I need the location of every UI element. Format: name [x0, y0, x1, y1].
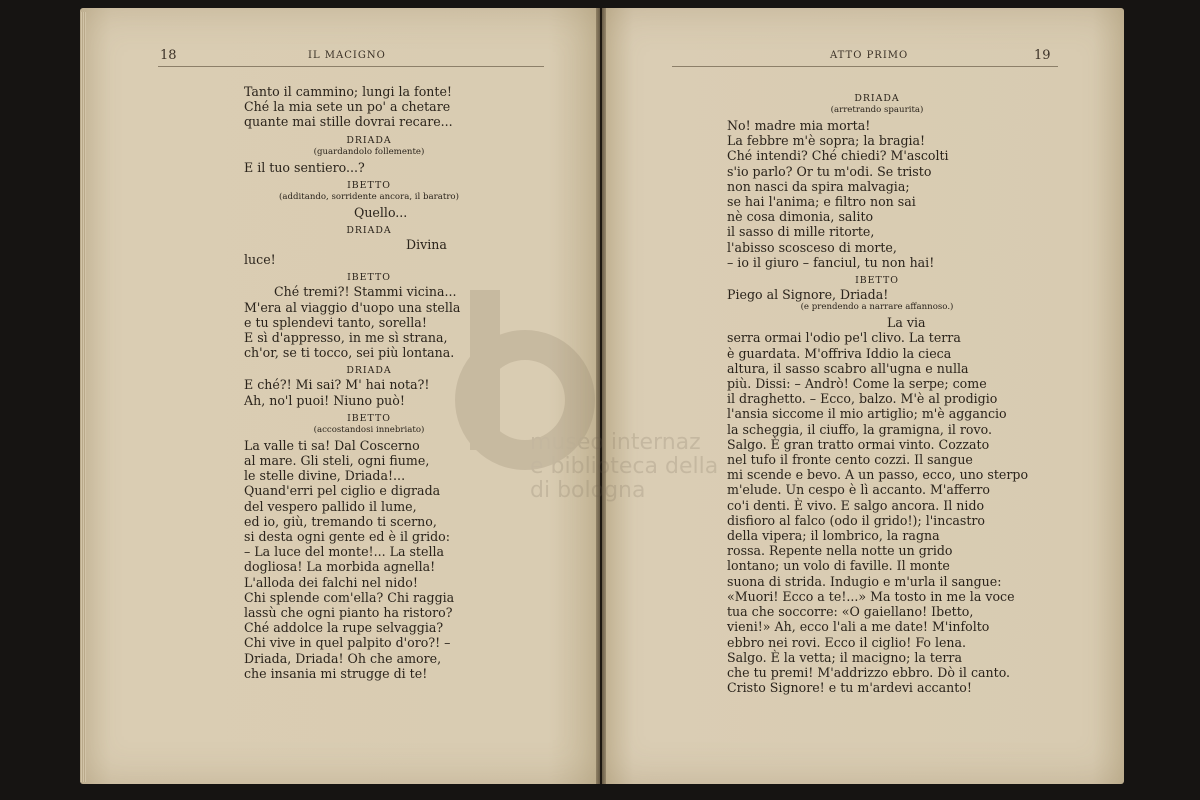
- speaker-name: DRIADA: [346, 134, 392, 146]
- verse-line: Chi splende com'ella? Chi raggia: [244, 589, 455, 605]
- speaker-name: IBETTO: [347, 179, 391, 191]
- verse-line: rossa. Repente nella notte un grido: [727, 543, 953, 559]
- verse-line: Salgo. È gran tratto ormai vinto. Cozzato: [727, 436, 990, 452]
- verse-line: Ché la mia sete un po' a chetare: [244, 99, 451, 115]
- open-book: [80, 8, 1124, 788]
- page-number-right: 19: [1034, 48, 1051, 63]
- verse-line: Ché tremi?! Stammi vicina...: [274, 284, 457, 300]
- verse-line: disfioro al falco (odo il grido!); l'incastro: [727, 512, 986, 528]
- verse-line: m'elude. Un cespo è lì accanto. M'afferro: [727, 482, 990, 498]
- verse-line: Divina: [406, 237, 447, 253]
- verse-line: ed io, giù, tremando ti scerno,: [244, 513, 437, 529]
- verse-line: si desta ogni gente ed è il grido:: [244, 529, 451, 545]
- stage-direction: (e prendendo a narrare affannoso.): [800, 302, 954, 313]
- verse-line: nel tufo il fronte cento cozzi. Il sangue: [727, 452, 973, 468]
- verse-line: La valle ti sa! Dal Coscerno: [244, 437, 420, 453]
- speaker-name: DRIADA: [854, 93, 900, 104]
- speaker-name: IBETTO: [855, 275, 899, 287]
- verse-line: luce!: [244, 252, 276, 268]
- verse-line: del vespero pallido il lume,: [244, 498, 417, 514]
- verse-line: E ché?! Mi sai? M' hai nota?!: [244, 377, 430, 393]
- verse-line: Piego al Signore, Driada!: [727, 287, 889, 303]
- verse-line: suona di strida. Indugio e m'urla il sangue:: [727, 573, 1002, 589]
- stage-direction: (arretrando spaurita): [830, 105, 924, 115]
- verse-line: il sasso di mille ritorte,: [727, 224, 875, 240]
- verse-line: lontano; un volo di faville. Il monte: [727, 558, 950, 574]
- speaker-name: DRIADA: [346, 365, 392, 377]
- verse-line: che tu premi! M'addrizzo ebbro. Dò il canto.: [727, 664, 1011, 680]
- verse-line: l'ansia siccome il mio artiglio; m'è aggancio: [727, 406, 1007, 422]
- verse-line: E il tuo sentiero...?: [244, 159, 365, 175]
- speaker-name: IBETTO: [347, 412, 391, 424]
- verse-line: – La luce del monte!... La stella: [244, 544, 445, 560]
- verse-line: La via: [887, 315, 926, 331]
- verse-line: Ché intendi? Ché chiedi? M'ascolti: [727, 148, 949, 164]
- verse-line: Ah, no'l puoi! Niuno può!: [244, 392, 405, 408]
- verse-line: Quello...: [354, 204, 408, 220]
- verse-line: al mare. Gli steli, ogni fiume,: [244, 453, 430, 469]
- header-rule-left: [158, 66, 544, 67]
- verse-line: altura, il sasso scabro all'ugna e nulla: [727, 360, 969, 376]
- verse-line: s'io parlo? Or tu m'odi. Se tristo: [727, 163, 932, 179]
- verse-line: Driada, Driada! Oh che amore,: [244, 650, 442, 666]
- verse-line: se hai l'anima; e filtro non sai: [727, 194, 916, 210]
- verse-line: la scheggia, il ciuffo, la gramigna, il rovo.: [727, 421, 992, 437]
- verse-line: Chi vive in quel palpito d'oro?! –: [244, 635, 451, 651]
- verse-line: serra ormai l'odio pe'l clivo. La terra: [727, 330, 961, 346]
- verse-line: No! madre mia morta!: [727, 118, 871, 133]
- verse-line: M'era al viaggio d'uopo una stella: [244, 299, 461, 315]
- verse-line: Salgo. È la vetta; il macigno; la terra: [727, 649, 962, 665]
- verse-line: più. Dissi: – Andrò! Come la serpe; come: [727, 376, 987, 392]
- verse-line: dogliosa! La morbida agnella!: [244, 559, 436, 575]
- stage-direction: (accostandosi innebriato): [313, 424, 425, 435]
- verse-line: quante mai stille dovrai recare...: [244, 114, 453, 130]
- verse-line: vieni!» Ah, ecco l'ali a me date! M'infolto: [727, 619, 990, 635]
- page-number-left: 18: [160, 48, 177, 63]
- verse-line: tua che soccorre: «O gaiellano! Ibetto,: [727, 604, 974, 620]
- right-page-text: [727, 88, 1027, 695]
- verse-line: l'abisso scosceso di morte,: [727, 239, 897, 255]
- verse-line: le stelle divine, Driada!...: [244, 468, 406, 484]
- right-page: [602, 8, 1124, 784]
- verse-line: il draghetto. – Ecco, balzo. M'è al prodigio: [727, 391, 998, 407]
- verse-line: è guardata. M'offriva Iddio la cieca: [727, 345, 952, 361]
- verse-line: non nasci da spira malvagia;: [727, 178, 910, 194]
- verse-line: ch'or, se ti tocco, sei più lontana.: [244, 345, 455, 361]
- verse-line: E sì d'appresso, in me sì strana,: [244, 330, 448, 346]
- verse-line: Ché addolce la rupe selvaggia?: [244, 620, 444, 636]
- verse-line: nè cosa dimonia, salito: [727, 209, 874, 225]
- verse-line: «Muori! Ecco a te!...» Ma tosto in me la voce: [727, 588, 1015, 604]
- verse-line: e tu splendevi tanto, sorella!: [244, 314, 427, 330]
- book-gutter: [596, 8, 606, 784]
- verse-line: Quand'erri pel ciglio e digrada: [244, 483, 441, 499]
- verse-line: – io il giuro – fanciul, tu non hai!: [727, 254, 935, 270]
- verse-line: mi scende e bevo. A un passo, ecco, uno sterpo: [727, 467, 1029, 483]
- verse-line: ebbro nei rovi. Ecco il ciglio! Fo lena.: [727, 634, 967, 650]
- speaker-name: DRIADA: [346, 225, 392, 237]
- stage-direction: (guardandolo follemente): [313, 146, 425, 157]
- verse-line: La febbre m'è sopra; la bragia!: [727, 133, 926, 149]
- left-page: [80, 8, 600, 784]
- running-head-left: IL MACIGNO: [308, 50, 386, 61]
- page-edges: [80, 12, 86, 782]
- stage-direction: (additando, sorridente ancora, il baratro): [279, 191, 459, 202]
- verse-line: della vipera; il lombrico, la ragna: [727, 528, 940, 544]
- verse-line: lassù che ogni pianto ha ristoro?: [244, 605, 453, 621]
- running-head-right: ATTO PRIMO: [830, 50, 909, 61]
- left-page-text: [244, 84, 494, 681]
- verse-line: Cristo Signore! e tu m'ardevi accanto!: [727, 680, 972, 696]
- verse-line: che insania mi strugge di te!: [244, 665, 428, 681]
- verse-line: L'alloda dei falchi nel nido!: [244, 574, 418, 590]
- speaker-name: IBETTO: [347, 272, 391, 284]
- verse-line: co'i denti. È vivo. E salgo ancora. Il nido: [727, 497, 985, 513]
- header-rule-right: [672, 66, 1058, 67]
- verse-line: Tanto il cammino; lungi la fonte!: [244, 84, 452, 99]
